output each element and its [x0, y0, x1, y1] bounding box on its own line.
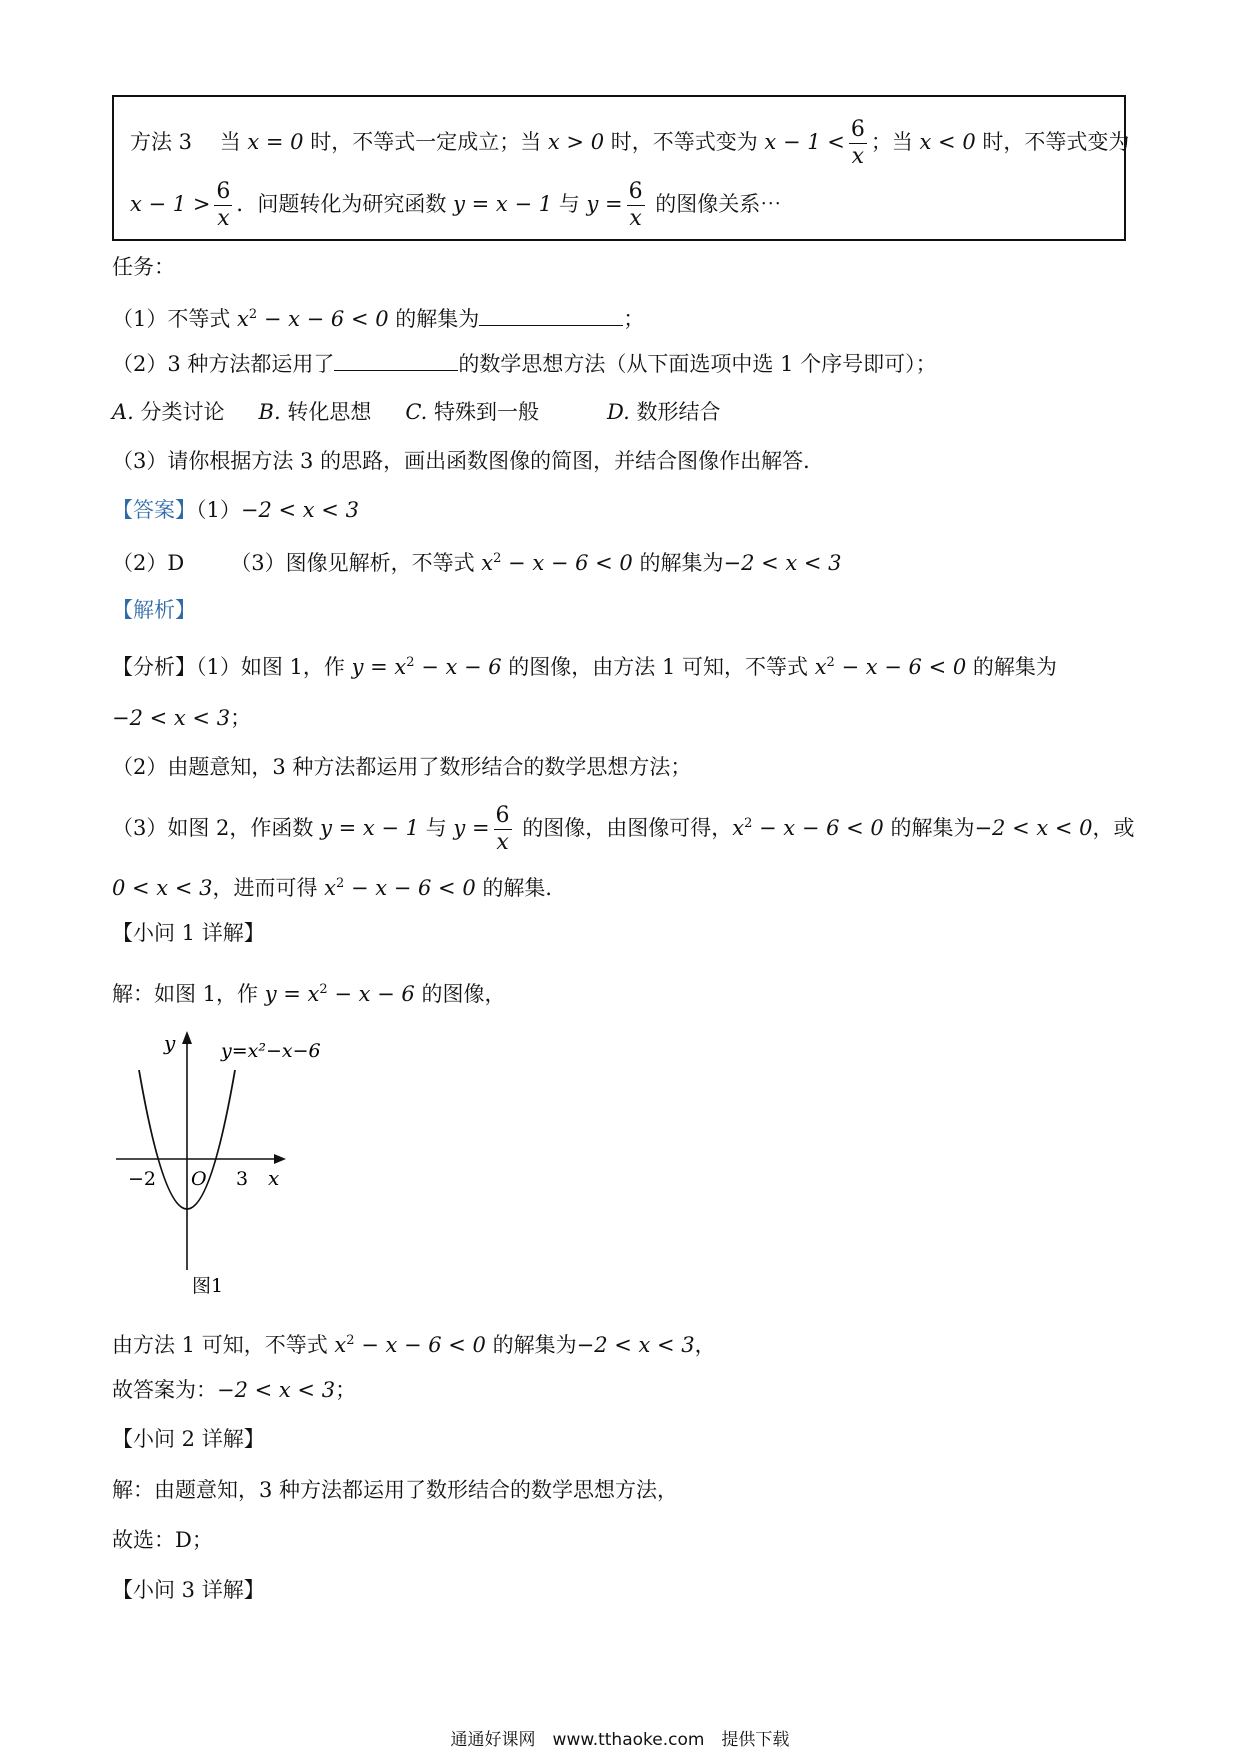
- analysis-p3-cont: 0 < x < 3，进而可得 $x^2 - x - 6 < 0$ 的解集．: [112, 876, 567, 900]
- answer-line-1: 【答案】（1）−2 < x < 3: [112, 498, 359, 522]
- sub2-title: 【小问 2 详解】: [112, 1427, 265, 1451]
- analysis-p1-cont: −2 < x < 3；: [112, 706, 252, 730]
- sub1-line-3: 故答案为：−2 < x < 3；: [112, 1378, 357, 1402]
- option-d: D. 数形结合: [607, 400, 721, 424]
- analysis-p1: 【分析】（1）如图 1，作 $y = x^2 - x - 6$ 的图像，由方法 1 可知，不等式 $x^2 - x - 6 < 0$ 的解集为: [112, 655, 1057, 679]
- method-3-box: [112, 95, 1130, 241]
- sub1-line-1: 解：如图 1，作 $y = x^2 - x - 6$ 的图像，: [112, 982, 506, 1006]
- fraction-6-over-x: $\frac{6}{x}$: [628, 179, 643, 231]
- answer-blank-1[interactable]: [479, 303, 623, 326]
- task-q2: （2）3 种方法都运用了 的数学思想方法（从下面选项中选 1 个序号即可）；: [112, 348, 937, 379]
- task-q3: （3）请你根据方法 3 的思路，画出函数图像的简图，并结合图像作出解答．: [112, 449, 825, 473]
- box-line-1: 方法 3 当 x = 0 时，不等式一定成立；当 x > 0 时，不等式变为 x − 1 < $\frac{6}{x}$ ；当 x < 0 时，不等式变为: [130, 117, 1130, 169]
- answer-line-2: （2）D （3）图像见解析，不等式 $x^2 - x - 6 < 0$ 的解集为−2 < x < 3: [112, 551, 842, 575]
- fraction-6-over-x: $\frac{6}{x}$: [216, 179, 231, 231]
- answer-label: 【答案】: [112, 498, 196, 522]
- x-axis-label: x: [268, 1166, 280, 1190]
- page-footer: 通通好课网 www.tthaoke.com 提供下载: [450, 1730, 790, 1750]
- tick-label-neg2: −2: [128, 1168, 157, 1190]
- sub1-title: 【小问 1 详解】: [112, 921, 265, 945]
- sub1-line-2: 由方法 1 可知，不等式 $x^2 - x - 6 < 0$ 的解集为−2 < x < 3，: [112, 1333, 716, 1357]
- option-b: B. 转化思想: [258, 400, 372, 424]
- fraction-6-over-x: $\frac{6}{x}$: [495, 803, 510, 855]
- tick-label-3: 3: [236, 1168, 249, 1190]
- origin-label: O: [191, 1168, 207, 1190]
- option-a: A. 分类讨论: [112, 400, 225, 424]
- analysis-label: 【解析】: [112, 598, 196, 622]
- figure-1-parabola: [108, 1030, 328, 1300]
- y-axis-label: y: [164, 1031, 176, 1055]
- analysis-p3: （3）如图 2，作函数 y = x − 1 与 y = $\frac{6}{x}$ 的图像，由图像可得，$x^2 - x - 6 < 0$ 的解集为−2 < x < 0，或: [112, 803, 1135, 855]
- x-axis-arrow: [274, 1154, 286, 1164]
- sub2-line-2: 故选：D；: [112, 1528, 213, 1552]
- option-c: C. 特殊到一般: [405, 400, 540, 424]
- y-axis-arrow: [182, 1031, 192, 1044]
- answer-blank-2[interactable]: [334, 348, 458, 371]
- sub3-title: 【小问 3 详解】: [112, 1578, 265, 1602]
- task-title: 任务：: [112, 255, 175, 279]
- task-q1: （1）不等式 $x^2 - x - 6 < 0$ 的解集为 ；: [112, 300, 644, 334]
- curve-label: y=x²−x−6: [221, 1040, 321, 1062]
- fraction-6-over-x: $\frac{6}{x}$: [850, 117, 865, 169]
- figure-caption: 图1: [192, 1275, 224, 1297]
- task-options: [112, 397, 720, 427]
- sub2-line-1: 解：由题意知，3 种方法都运用了数形结合的数学思想方法，: [112, 1478, 679, 1502]
- box-line-2: x − 1 > $\frac{6}{x}$ ．问题转化为研究函数 y = x − 1 与 y = $\frac{6}{x}$ 的图像关系⋯: [130, 179, 782, 231]
- analysis-p2: （2）由题意知，3 种方法都运用了数形结合的数学思想方法；: [112, 755, 692, 779]
